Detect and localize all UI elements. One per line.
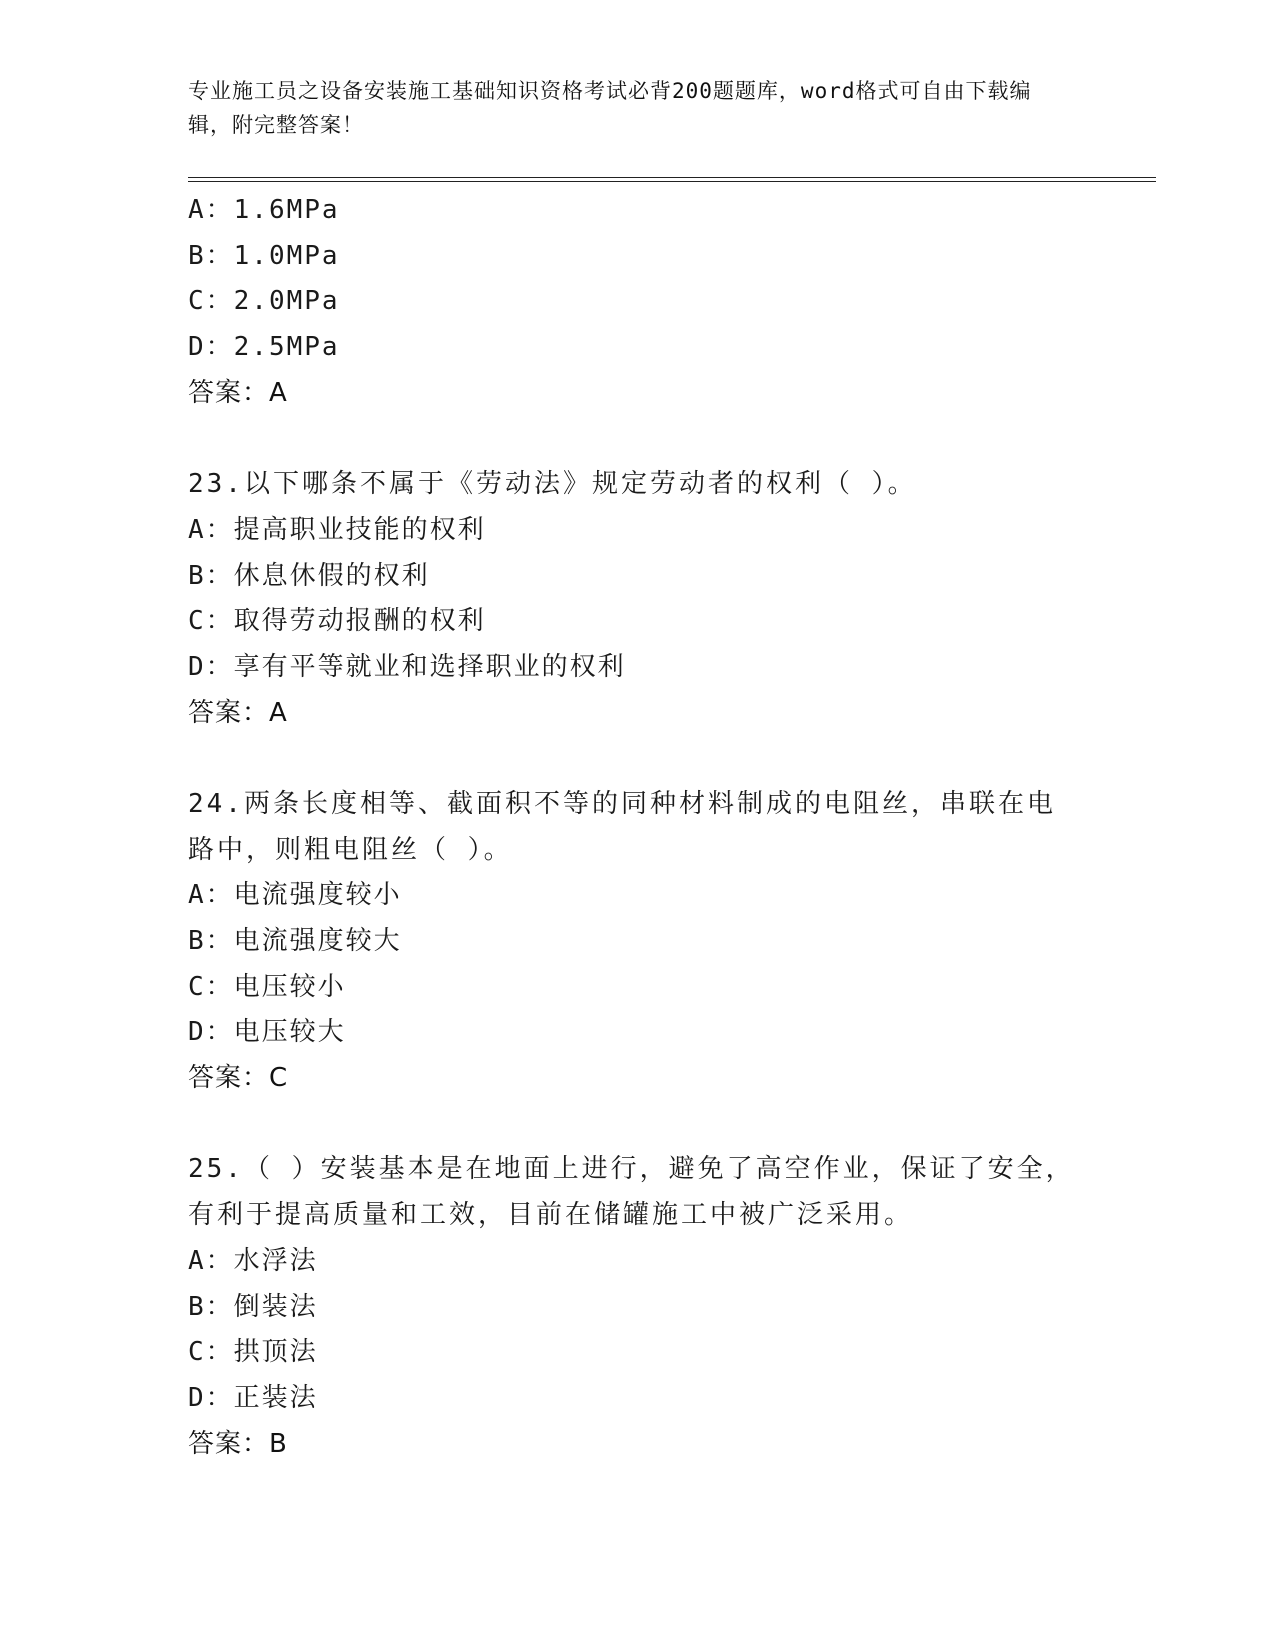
option-c: C：电压较小 [188,971,346,1002]
option-b: B：休息休假的权利 [188,560,430,591]
spacer [188,736,1088,782]
option-c: C：2.0MPa [188,286,340,317]
option-d: D：2.5MPa [188,332,340,363]
answer-label: 答案：A [188,377,288,408]
option-a: A：水浮法 [188,1245,318,1276]
question-stem: 25.（ ）安装基本是在地面上进行，避免了高空作业，保证了安全，有利于提高质量和工效，目前在储罐施工中被广泛采用。 [188,1154,1075,1231]
option-b: B：电流强度较大 [188,926,402,957]
option-b: B：倒装法 [188,1291,318,1322]
answer-label: 答案：B [188,1428,288,1459]
question-24 [188,782,1088,1102]
spacer [188,1102,1088,1148]
option-d: D：享有平等就业和选择职业的权利 [188,651,626,682]
option-c: C：拱顶法 [188,1337,318,1368]
document-header: 专业施工员之设备安装施工基础知识资格考试必背200题题库，word格式可自由下载编辑，附完整答案！ [188,79,1032,137]
answer-label: 答案：A [188,697,288,728]
option-c: C：取得劳动报酬的权利 [188,606,486,637]
option-a: A：电流强度较小 [188,880,402,911]
spacer [188,416,1088,462]
question-stem: 23.以下哪条不属于《劳动法》规定劳动者的权利（ ）。 [188,469,917,500]
answer-label: 答案：C [188,1063,289,1094]
option-d: D：电压较大 [188,1017,346,1048]
question-stem: 24.两条长度相等、截面积不等的同种材料制成的电阻丝，串联在电路中，则粗电阻丝（ ）。 [188,788,1056,865]
option-a: A：提高职业技能的权利 [188,514,486,545]
header-divider [188,177,1156,182]
option-b: B：1.0MPa [188,240,340,271]
question-list [188,188,1088,1467]
question-23 [188,462,1088,736]
option-a: A：1.6MPa [188,195,340,225]
question-22 [188,188,1088,416]
option-d: D：正装法 [188,1382,318,1413]
question-25 [188,1147,1088,1467]
